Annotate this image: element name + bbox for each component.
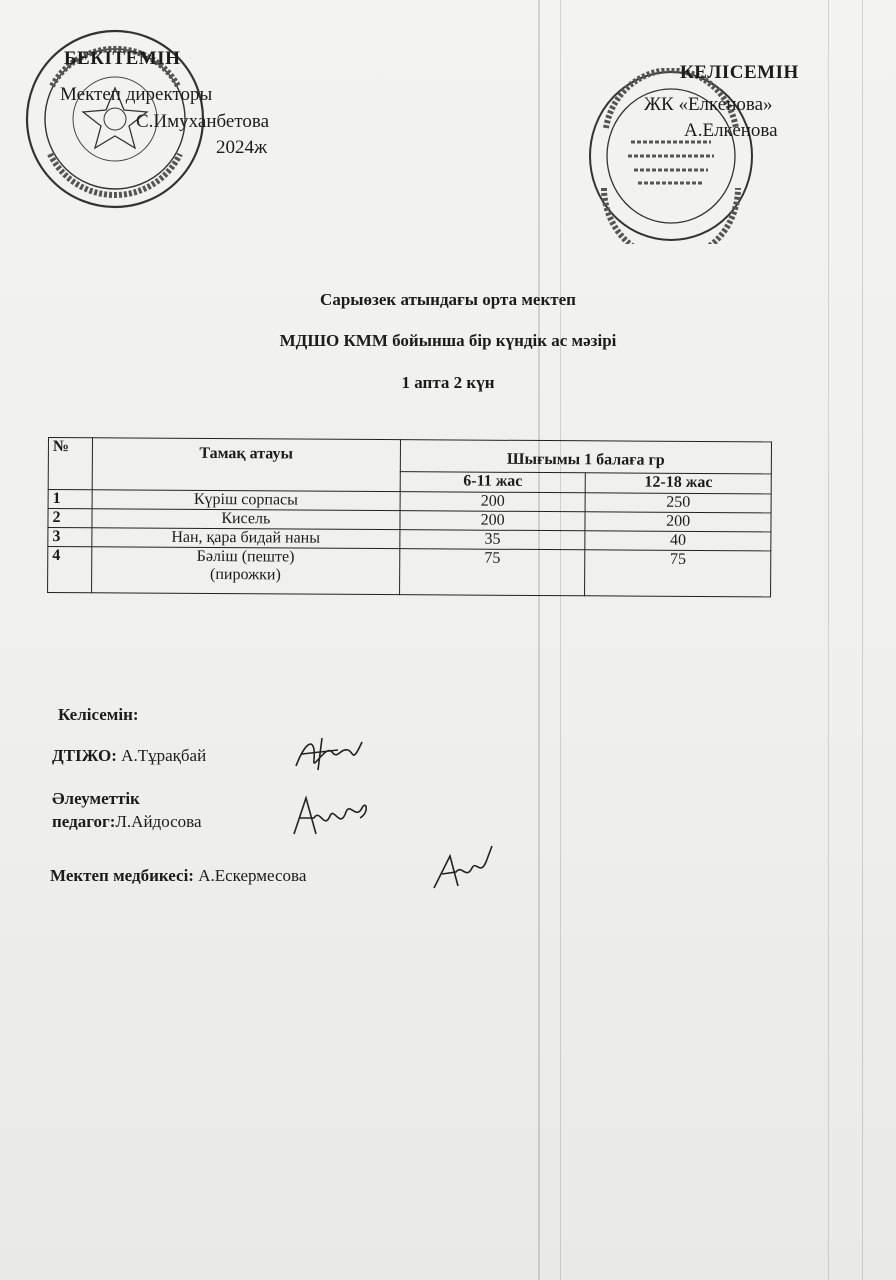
yield-12-18: 200 [585,512,771,532]
nurse-name: А.Ескермесова [198,866,307,885]
social-role-line1: Әлеуметтік [52,789,140,808]
nurse-signature-line [50,866,306,886]
dtizho-role: ДТІЖО: [52,746,117,765]
menu-title: МДШО КММ бойынша бір күндік ас мәзірі [279,331,617,350]
menu-table [47,437,772,597]
col-header-age-6-11: 6-11 жас [400,472,586,493]
dish-name: Нан, қара бидай наны [92,528,400,549]
col-header-age-12-18: 12-18 жас [586,473,772,494]
approval-year: 2024ж [216,137,268,158]
scan-streak [828,0,829,1280]
yield-12-18: 250 [585,493,771,513]
yield-6-11: 200 [400,492,586,512]
dish-name-line2: (пирожки) [210,565,281,584]
school-title: Сарыөзек атындағы орта мектеп [320,290,576,309]
nurse-signature [430,842,500,894]
col-header-dish: Тамақ атауы [92,438,400,492]
dtizho-signature-line [52,746,206,766]
col-header-number: № [48,438,92,490]
social-signature [290,790,374,840]
agreed-title: Келісемін: [58,705,139,724]
col-header-yield: Шығымы 1 балаға гр [400,440,771,474]
row-number: 1 [48,490,92,509]
table-row [48,547,771,597]
scan-streak [862,0,863,1280]
director-name: С.Имуханбетова [136,111,270,132]
yield-12-18: 40 [585,531,771,551]
director-title: Мектеп директоры [60,84,213,105]
entrepreneur-name: А.Елкенова [684,120,778,141]
scan-streak [538,0,540,1280]
social-name: Л.Айдосова [115,812,202,831]
social-role: педагог: [52,812,116,831]
dish-name [91,547,399,595]
dtizho-name: А.Тұрақбай [121,746,207,765]
row-number: 2 [48,509,92,528]
entrepreneur-org: ЖК «Елкенова» [644,94,773,115]
row-number: 3 [48,528,92,547]
approve-title: БЕКІТЕМІН [64,48,181,69]
row-number: 4 [48,547,92,593]
week-day-title: 1 апта 2 күн [401,373,495,392]
social-signature-line [52,812,202,832]
dish-name: Күріш сорпасы [92,490,400,511]
dish-name: Кисель [92,509,400,530]
scan-streak [560,0,561,1280]
yield-12-18: 75 [585,550,771,597]
yield-6-11: 35 [400,530,586,550]
dtizho-signature [292,730,372,776]
agree-title: КЕЛІСЕМІН [680,62,799,83]
dish-name-line1: Бәліш (пеште) [196,547,295,566]
nurse-role: Мектеп медбикесі: [50,866,194,885]
yield-6-11: 75 [399,549,585,596]
yield-6-11: 200 [400,511,586,531]
